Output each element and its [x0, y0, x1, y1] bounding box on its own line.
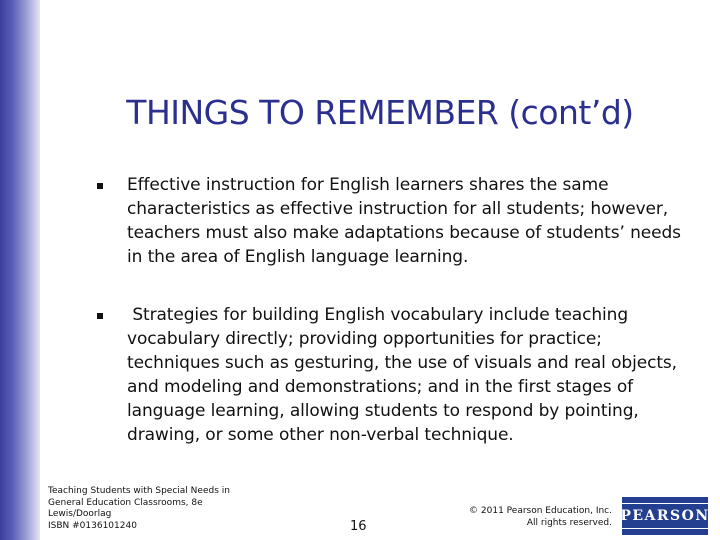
source-line: Lewis/Doorlag	[48, 509, 112, 519]
copyright-notice	[440, 505, 612, 529]
bullet-text: Effective instruction for English learners shares the same characteristics as effective instruction for all students; however, teachers must also make adaptations because of students’ needs in the area of English language learning.	[127, 175, 687, 267]
slide-title: THINGS TO REMEMBER (cont’d)	[126, 93, 634, 132]
copyright-line: © 2011 Pearson Education, Inc.	[469, 506, 612, 516]
source-line: General Education Classrooms, 8e	[48, 497, 203, 508]
bullet-text: Strategies for building English vocabulary include teaching vocabulary directly; providing opportunities for practice; techniques such as gesturing, the use of visuals and real objects, and modeling and demonstrations; and in the first stages of language learning, allowing students to respond by pointing, drawing, or some other non-verbal technique.	[127, 305, 683, 445]
left-accent-bar	[0, 0, 40, 540]
logo-text: PEARSON	[614, 503, 715, 529]
pearson-logo	[622, 497, 708, 535]
square-bullet-icon	[97, 313, 103, 319]
page-number: 16	[350, 519, 367, 534]
source-line: Teaching Students with Special Needs in	[48, 486, 230, 496]
square-bullet-icon	[97, 183, 103, 189]
source-line: ISBN #0136101240	[48, 520, 137, 531]
copyright-line: All rights reserved.	[526, 518, 612, 528]
footer-source-citation	[48, 486, 278, 532]
